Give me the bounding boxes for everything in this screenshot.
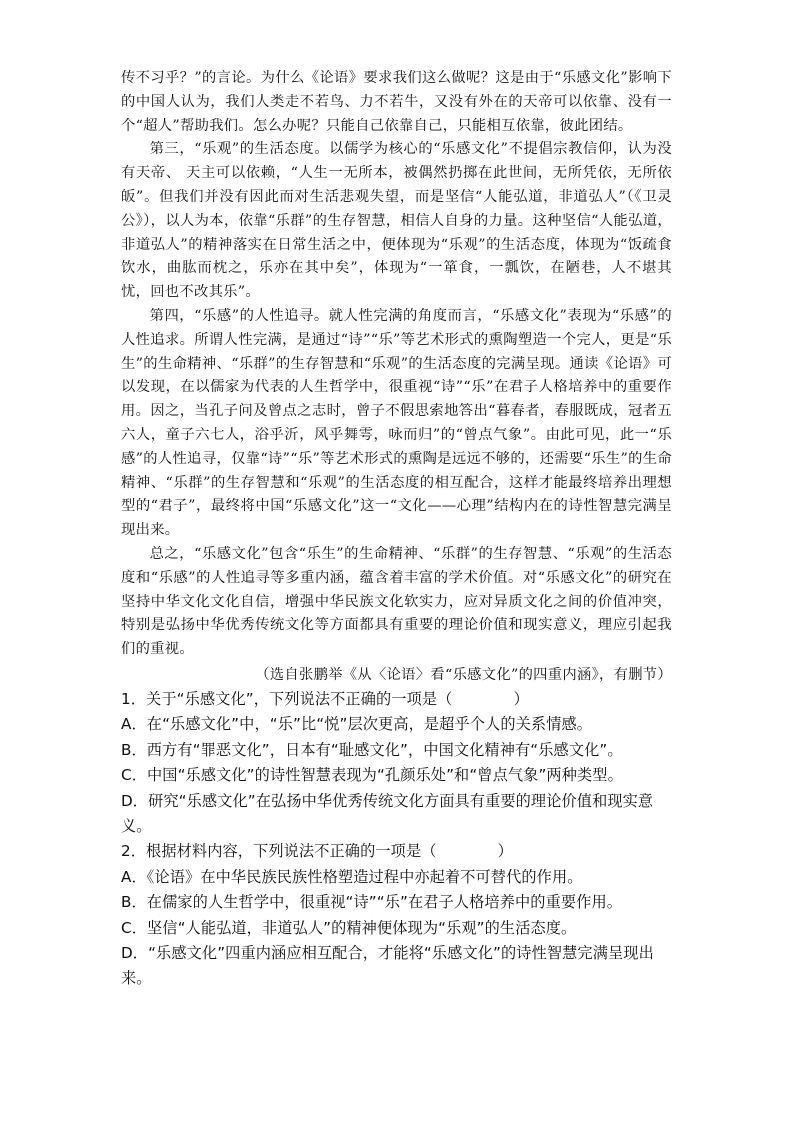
question-1-option-b: B．西方有“罪恶文化”，日本有“耻感文化”，中国文化精神有“乐感文化”。 bbox=[121, 740, 623, 759]
passage-source-citation: （选自张鹏举《从〈论语〉看“乐感文化”的四重内涵》，有删节） bbox=[255, 666, 672, 683]
passage-paragraph-fourth-point: 第四，“乐感”的人性追寻。就人性完满的角度而言，“乐感文化”表现为“乐感”的人性追求。所谓人性完满，是通过“诗”“乐”等艺术形式的熏陶塑造一个完人，更是“乐生”的生命精神、“乐群”的生存智慧和“乐观”的生活态度的完满呈现。通读《论语》可以发现，在以儒家为代表的人生哲学中，很重视“诗”“乐”在君子人格培养中的重要作用。因之，当孔子问及曾点之志时，曾子不假思索地答出“暮春者，春服既成，冠者五六人，童子六七人，浴乎沂，风乎舞雩，咏而归”的“曾点气象”。由此可见，此一“乐感”的人性追寻，仅靠“诗”“乐”等艺术形式的熏陶是远远不够的，还需要“乐生”的生命精神、“乐群”的生存智慧和“乐观”的生活态度的相互配合，这样才能最终培养出理想型的“君子”，最终将中国“乐感文化”这一“文化——心理”结构内在的诗性智慧完满呈现出来。 bbox=[121, 307, 672, 539]
question-1 bbox=[121, 687, 672, 839]
question-2-option-c: C．坚信“人能弘道，非道弘人”的精神便体现为“乐观”的生活态度。 bbox=[121, 918, 577, 937]
reading-passage bbox=[121, 67, 672, 662]
question-2-option-d: D．“乐感文化”四重内涵应相互配合，才能将“乐感文化”的诗性智慧完满呈现出来。 bbox=[121, 943, 654, 988]
question-2-option-b: B．在儒家的人生哲学中，很重视“诗”“乐”在君子人格培养中的重要作用。 bbox=[121, 893, 623, 912]
question-1-stem: 1．关于“乐感文化”，下列说法不正确的一项是（ ） bbox=[121, 689, 529, 708]
passage-paragraph-third-point: 第三，“乐观”的生活态度。以儒学为核心的“乐感文化”不提倡宗教信仰，认为没有天帝、 天主可以依赖，“人生一无所本，被偶然扔掷在此世间，无所凭依，无所依皈”。但我们并没有因此而对生活悲观失望，而是坚信“人能弘道，非道弘人”（《卫灵公》），以人为本，依靠“乐群”的生存智慧，相信人自身的力量。这种坚信“人能弘道，非道弘人”的精神落实在日常生活之中，便体现为“乐观”的生活态度，体现为“饭疏食饮水，曲肱而枕之，乐亦在其中矣”，体现为“一箪食，一瓢饮，在陋巷，人不堪其忧，回也不改其乐”。 bbox=[121, 141, 672, 301]
document-page bbox=[121, 67, 672, 992]
passage-paragraph-conclusion: 总之，“乐感文化”包含“乐生”的生命精神、“乐群”的生存智慧、“乐观”的生活态度和“乐感”的人性追寻等多重内涵，蕴含着丰富的学术价值。对“乐感文化”的研究在坚持中华文化文化自信，增强中华民族文化软实力，应对异质文化之间的价值冲突，特别是弘扬中华优秀传统文化等方面都具有重要的理论价值和现实意义，理应引起我们的重视。 bbox=[121, 545, 672, 658]
question-2-option-a: A．《论语》在中华民族民族性格塑造过程中亦起着不可替代的作用。 bbox=[121, 867, 583, 886]
question-list bbox=[121, 687, 672, 992]
question-2 bbox=[121, 839, 672, 991]
question-2-stem: 2．根据材料内容，下列说法不正确的一项是（ ） bbox=[121, 842, 513, 861]
question-1-option-c: C．中国“乐感文化”的诗性智慧表现为“孔颜乐处”和“曾点气象”两种类型。 bbox=[121, 766, 623, 785]
question-1-option-a: A．在“乐感文化”中，“乐”比“悦”层次更高，是超乎个人的关系情感。 bbox=[121, 715, 593, 734]
question-1-option-d: D．研究“乐感文化”在弘扬中华优秀传统文化方面具有重要的理论价值和现实意义。 bbox=[121, 791, 654, 835]
passage-paragraph-continuation: 传不习乎？”的言论。为什么《论语》要求我们这么做呢？这是由于“乐感文化”影响下的中国人认为，我们人类走不若鸟、力不若牛，又没有外在的天帝可以依靠、没有一个“超人”帮助我们。怎么办呢？只能自己依靠自己，只能相互依靠，彼此团结。 bbox=[121, 70, 672, 134]
